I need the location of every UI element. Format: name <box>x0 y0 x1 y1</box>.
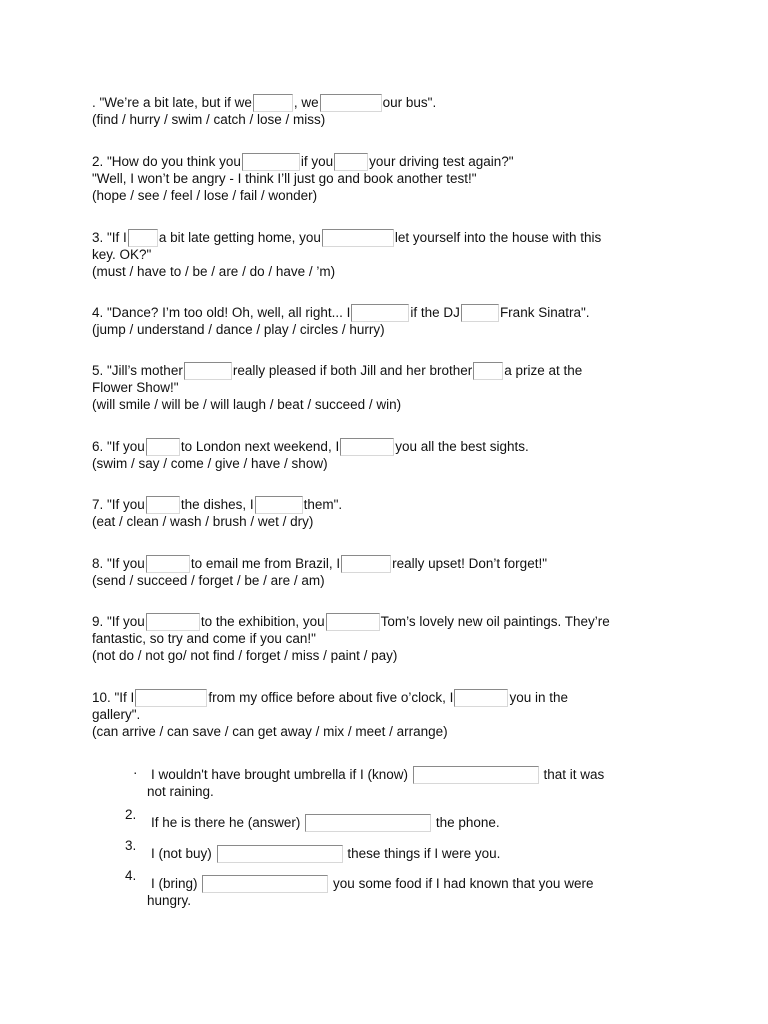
exercise-2-line-4-continued: hungry. <box>147 893 192 908</box>
question-2-text-b: if you <box>300 154 334 169</box>
question-9-blank-2[interactable] <box>326 613 380 631</box>
question-3-text-b: a bit late getting home, you <box>158 230 321 245</box>
question-3-blank-2[interactable] <box>322 229 394 247</box>
question-9-line <box>92 613 610 631</box>
question-4-line <box>92 304 590 322</box>
question-7-blank-1[interactable] <box>146 496 180 514</box>
question-1-line <box>92 94 436 112</box>
question-3-blank-1[interactable] <box>128 229 158 247</box>
question-6-text-b: to London next weekend, I <box>180 439 340 454</box>
question-7-options: (eat / clean / wash / brush / wet / dry) <box>92 514 314 529</box>
question-7-line <box>92 496 342 514</box>
question-6-options: (swim / say / come / give / have / show) <box>92 456 328 471</box>
exercise-2-line-2 <box>151 814 500 832</box>
question-5-line <box>92 362 582 380</box>
exercise-2-number-4: 4. <box>125 868 137 883</box>
question-7-text-b: the dishes, I <box>180 497 254 512</box>
question-3-line <box>92 229 601 247</box>
question-2-blank-1[interactable] <box>242 153 300 171</box>
question-7-blank-2[interactable] <box>255 496 303 514</box>
question-4-blank-2[interactable] <box>461 304 499 322</box>
exercise-2-line-3 <box>151 845 500 863</box>
exercise-2-line-1-continued: not raining. <box>147 784 214 799</box>
question-6-blank-2[interactable] <box>340 438 394 456</box>
question-5-options: (will smile / will be / will laugh / beat / succeed / win) <box>92 397 402 412</box>
question-9-options: (not do / not go/ not find / forget / miss / paint / pay) <box>92 648 398 663</box>
question-1-text-b: , we <box>293 95 319 110</box>
question-10-line <box>92 689 568 707</box>
question-4-text-b: if the DJ <box>410 305 460 320</box>
exercise-2-text-3a: I (not buy) <box>151 846 212 861</box>
question-5-text-c: a prize at the <box>504 363 583 378</box>
exercise-2-text-1a: I wouldn't have brought umbrella if I (know) <box>151 767 408 782</box>
question-2-line <box>92 153 514 171</box>
exercise-2-blank-4[interactable] <box>202 875 328 893</box>
question-3-text-c: let yourself into the house with this <box>394 230 602 245</box>
question-9-text-c: Tom’s lovely new oil paintings. They’re <box>380 614 610 629</box>
question-1-text-a: . "We’re a bit late, but if we <box>92 95 252 110</box>
question-8-text-b: to email me from Brazil, I <box>190 556 341 571</box>
question-3-options: (must / have to / be / are / do / have / ’m) <box>92 264 336 279</box>
question-9-text-a: 9. "If you <box>92 614 145 629</box>
question-1-blank-2[interactable] <box>320 94 382 112</box>
question-10-text-c: you in the <box>509 690 568 705</box>
exercise-2-blank-2[interactable] <box>305 814 431 832</box>
exercise-2-text-2a: If he is there he (answer) <box>151 815 301 830</box>
question-5-blank-2[interactable] <box>473 362 503 380</box>
question-10-text-b: from my office before about five o’clock, I <box>208 690 454 705</box>
question-5-line-2: Flower Show!" <box>92 380 179 395</box>
question-3-text-a: 3. "If I <box>92 230 127 245</box>
question-8-line <box>92 555 547 573</box>
exercise-2-text-2b: the phone. <box>435 815 500 830</box>
question-8-text-c: really upset! Don’t forget!" <box>392 556 547 571</box>
question-10-options: (can arrive / can save / can get away / mix / meet / arrange) <box>92 724 448 739</box>
question-7-text-a: 7. "If you <box>92 497 145 512</box>
question-7-text-c: them". <box>303 497 343 512</box>
question-1-blank-1[interactable] <box>253 94 293 112</box>
question-1-options: (find / hurry / swim / catch / lose / miss) <box>92 112 326 127</box>
exercise-2-text-1b: that it was <box>543 767 605 782</box>
question-10-blank-1[interactable] <box>135 689 207 707</box>
question-4-blank-1[interactable] <box>351 304 409 322</box>
exercise-2-number-3: 3. <box>125 838 137 853</box>
exercise-2-line-1 <box>151 766 604 784</box>
exercise-2-blank-3[interactable] <box>217 845 343 863</box>
question-6-text-a: 6. "If you <box>92 439 145 454</box>
question-6-line <box>92 438 529 456</box>
question-9-text-b: to the exhibition, you <box>200 614 325 629</box>
exercise-2-text-3b: these things if I were you. <box>347 846 501 861</box>
question-3-line-2: key. OK?" <box>92 247 152 262</box>
question-6-blank-1[interactable] <box>146 438 180 456</box>
question-8-blank-2[interactable] <box>341 555 391 573</box>
question-4-text-a: 4. "Dance? I’m too old! Oh, well, all right... I <box>92 305 351 320</box>
question-5-text-a: 5. "Jill’s mother <box>92 363 183 378</box>
exercise-2-number-1: · <box>133 765 138 780</box>
question-5-text-b: really pleased if both Jill and her brother <box>232 363 473 378</box>
question-4-options: (jump / understand / dance / play / circles / hurry) <box>92 322 385 337</box>
question-8-text-a: 8. "If you <box>92 556 145 571</box>
exercise-2-line-4 <box>151 875 593 893</box>
question-1-text-c: our bus". <box>382 95 437 110</box>
exercise-2-blank-1[interactable] <box>413 766 539 784</box>
question-10-line-2: gallery". <box>92 707 141 722</box>
question-4-text-c: Frank Sinatra". <box>499 305 590 320</box>
question-2-text-a: 2. "How do you think you <box>92 154 241 169</box>
question-8-options: (send / succeed / forget / be / are / am) <box>92 573 325 588</box>
question-2-options: (hope / see / feel / lose / fail / wonder) <box>92 188 318 203</box>
question-5-blank-1[interactable] <box>184 362 232 380</box>
question-8-blank-1[interactable] <box>146 555 190 573</box>
question-2-blank-2[interactable] <box>334 153 368 171</box>
question-10-text-a: 10. "If I <box>92 690 135 705</box>
question-9-line-2: fantastic, so try and come if you can!" <box>92 631 316 646</box>
question-2-line-2: "Well, I won’t be angry - I think I’ll just go and book another test!" <box>92 171 477 186</box>
question-9-blank-1[interactable] <box>146 613 200 631</box>
exercise-2-text-4a: I (bring) <box>151 876 198 891</box>
exercise-2-text-4b: you some food if I had known that you were <box>333 876 594 891</box>
question-6-text-c: you all the best sights. <box>395 439 529 454</box>
exercise-2-number-2: 2. <box>125 807 137 822</box>
question-2-text-c: your driving test again?" <box>369 154 514 169</box>
question-10-blank-2[interactable] <box>454 689 508 707</box>
